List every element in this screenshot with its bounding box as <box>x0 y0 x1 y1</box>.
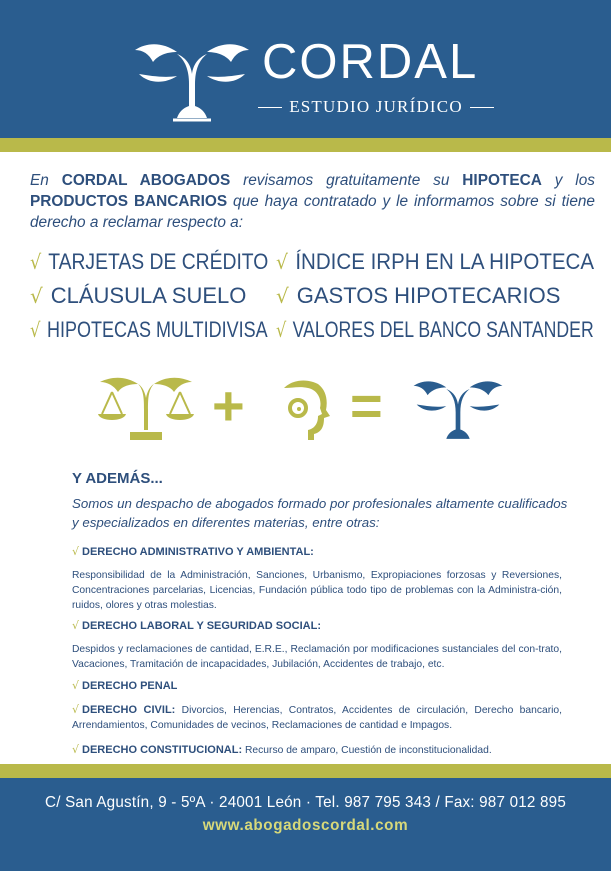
check-icon: √ <box>30 250 42 274</box>
cordal-logo-icon <box>133 40 251 122</box>
check-icon: √ <box>276 250 288 274</box>
intro-text-2: revisamos gratuitamente su <box>230 172 463 189</box>
area-title: DERECHO LABORAL Y SEGURIDAD SOCIAL: <box>82 620 321 632</box>
intro-text-1: En <box>30 172 62 189</box>
intro-text-4: que haya contratado y le informamos sobre si tiene derecho a reclamar respecto a: <box>30 193 595 231</box>
header-banner <box>0 0 611 138</box>
area-description: Divorcios, Herencias, Contratos, Accidentes de circulación, Derecho bancario, Arrendamientos, Comunidades de vecinos, Reclamaciones de cantidad e Impagos. <box>72 705 563 731</box>
more-heading: Y ADEMÁS... <box>72 470 163 487</box>
intro-text-3: y los <box>541 172 595 189</box>
area-penal <box>72 678 562 694</box>
check-icon: √ <box>30 284 43 308</box>
checklist-item <box>276 281 560 311</box>
checklist-label: GASTOS HIPOTECARIOS <box>296 283 561 308</box>
checklist-item <box>30 247 268 277</box>
checklist-label: VALORES DEL BANCO SANTANDER <box>292 317 594 342</box>
check-icon: √ <box>72 743 80 756</box>
cordal-logo-icon <box>412 378 504 442</box>
area-description: Recurso de amparo, Cuestión de inconstitucionalidad. <box>242 745 492 756</box>
accent-band-top <box>0 138 611 152</box>
subtitle-divider-left <box>258 107 282 108</box>
checklist-label: ÍNDICE IRPH EN LA HIPOTECA <box>295 249 595 274</box>
check-icon: √ <box>72 679 80 692</box>
check-icon: √ <box>72 619 80 632</box>
checklist-label: TARJETAS DE CRÉDITO <box>48 249 269 274</box>
website-link[interactable]: www.abogadoscordal.com <box>202 817 409 834</box>
area-administrativo <box>72 544 562 613</box>
check-icon: √ <box>276 318 287 342</box>
intro-bold-productos: PRODUCTOS BANCARIOS <box>30 193 228 210</box>
accent-band-bottom <box>0 764 611 778</box>
checklist-label: CLÁUSULA SUELO <box>50 283 247 308</box>
scales-of-justice-icon <box>96 376 196 444</box>
check-icon: √ <box>276 284 289 308</box>
checklist-item <box>30 281 246 311</box>
area-laboral <box>72 618 562 672</box>
intro-paragraph <box>30 170 595 233</box>
logo-equation <box>0 370 611 450</box>
area-description: Despidos y reclamaciones de cantidad, E.R.E., Reclamación por modificaciones sustanciales del con-trato, Vacaciones, Tramitación de incapacidades, Jubilación, Accidentes de trabajo, etc. <box>72 644 562 670</box>
checklist-item <box>276 315 594 345</box>
brand-name: CORDAL <box>262 35 479 89</box>
intro-bold-firm: CORDAL ABOGADOS <box>61 172 231 189</box>
area-civil <box>72 702 562 733</box>
brand-subtitle-row <box>258 96 494 118</box>
checklist-item <box>30 315 268 345</box>
plus-sign: + <box>212 374 245 437</box>
brand-subtitle: ESTUDIO JURÍDICO <box>289 97 463 116</box>
equals-sign: = <box>350 374 383 437</box>
area-title: DERECHO PENAL <box>82 680 178 692</box>
check-icon: √ <box>72 545 80 558</box>
subtitle-divider-right <box>470 107 494 108</box>
checklist-label: HIPOTECAS MULTIDIVISA <box>46 317 268 342</box>
area-title: DERECHO CIVIL: <box>82 704 176 716</box>
check-icon: √ <box>30 318 41 342</box>
area-constitucional <box>72 742 562 758</box>
more-intro-text: Somos un despacho de abogados formado por profesionales altamente cualificados y especializados en diferentes materias, entre otras: <box>72 496 568 530</box>
checklist-item <box>276 247 594 277</box>
area-title: DERECHO ADMINISTRATIVO Y AMBIENTAL: <box>82 546 314 558</box>
face-profile-icon <box>282 378 330 442</box>
intro-bold-hipoteca: HIPOTECA <box>462 172 542 189</box>
contact-address: C/ San Agustín, 9 - 5ºA · 24001 León · Tel. 987 795 343 / Fax: 987 012 895 <box>45 794 566 811</box>
check-icon: √ <box>72 703 80 716</box>
area-title: DERECHO CONSTITUCIONAL: <box>82 744 243 756</box>
area-description: Responsibilidad de la Administración, Sanciones, Urbanismo, Expropiaciones forzosas y Reversiones, Concentraciones parcelarias, Licencias, Fundación pública todo tipo de problemas con la Administra-ción, ruidos, olores y otras molestias. <box>72 570 562 611</box>
